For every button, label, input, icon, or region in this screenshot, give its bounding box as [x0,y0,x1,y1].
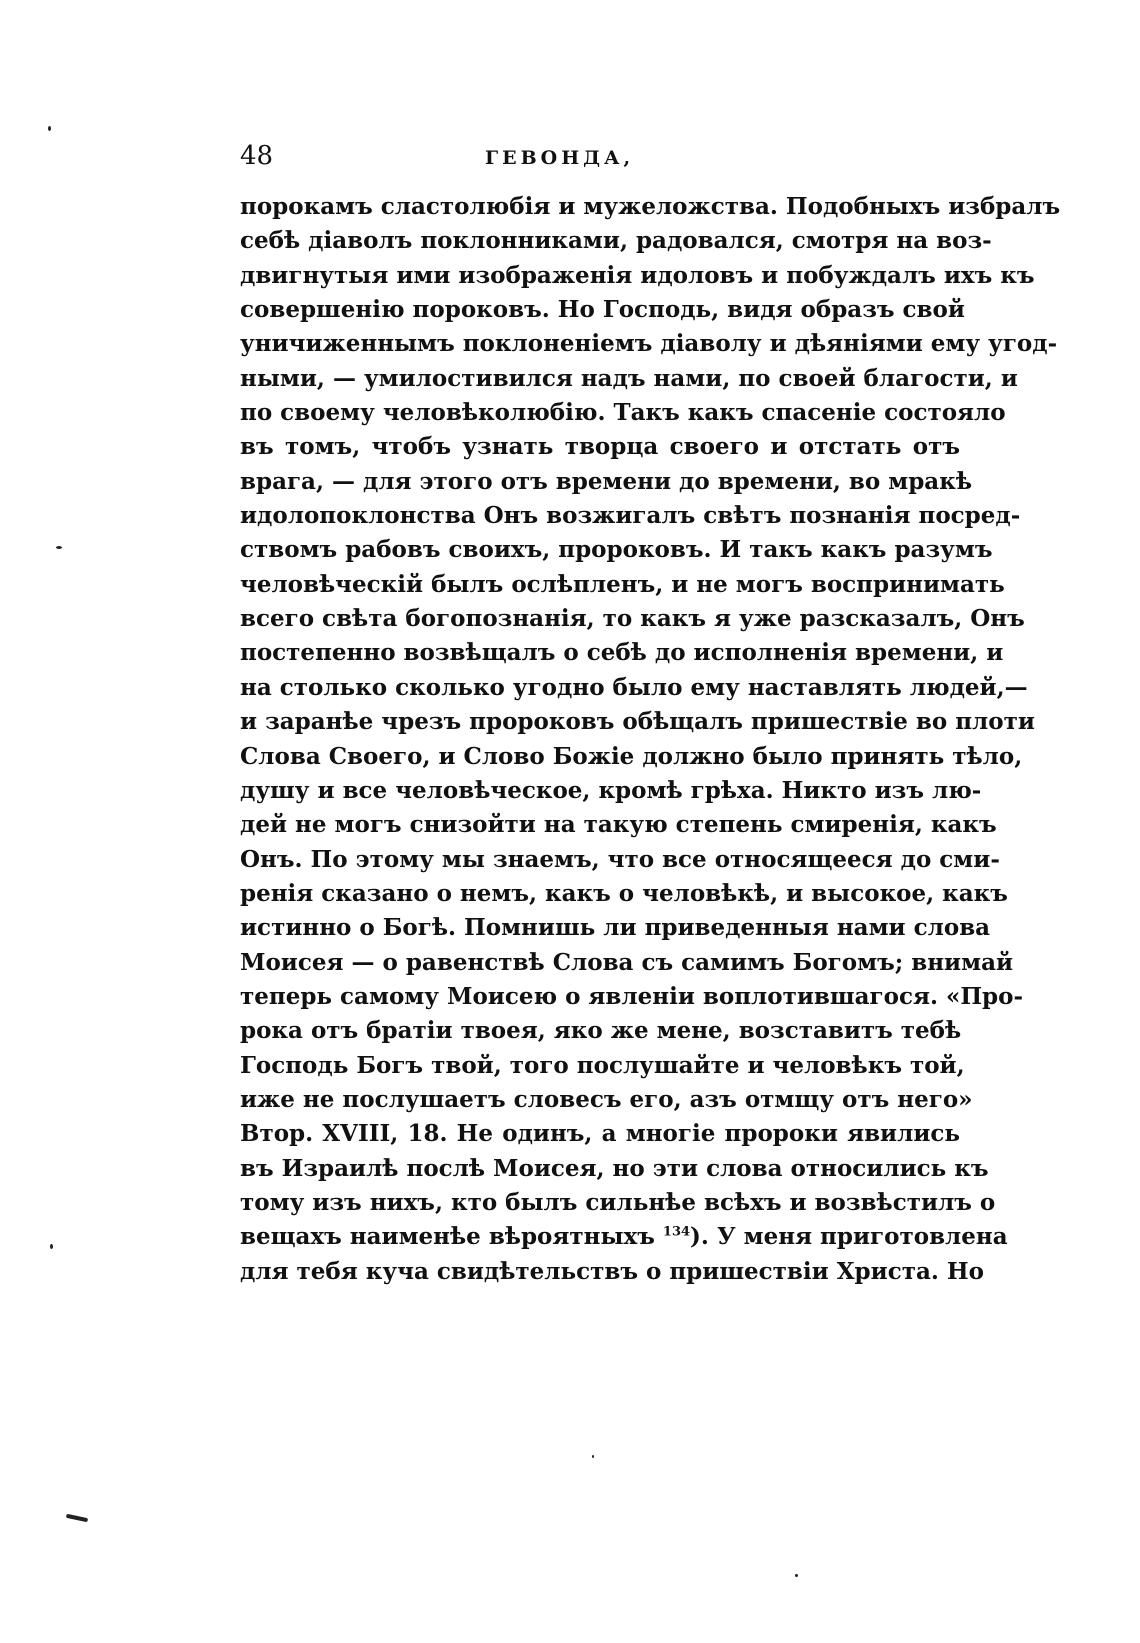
text-line: Втор. XVIII, 18. Не одинъ, а многіе пророки явились [240,1120,960,1148]
text-segment: ). У меня приготовлена [690,1223,1008,1251]
text-line: ренія сказано о немъ, какъ о человѣкѣ, и высокое, какъ [240,879,1008,907]
body-text [240,190,1061,1289]
text-line: двигнутыя ими изображенія идоловъ и побуждалъ ихъ къ [240,261,1035,289]
scan-speck [48,126,51,131]
text-line: ными, — умилостивился надъ нами, по своей благости, и [240,364,1018,392]
text-line: душу и все человѣческое, кромѣ грѣха. Никто изъ лю- [240,776,982,804]
text-line-with-footnote [240,1220,1008,1254]
text-line: врага, — для этого отъ времени до времени, во мракѣ [240,467,972,495]
text-line: порокамъ сластолюбія и мужеложства. Подобныхъ избралъ [240,193,1061,220]
text-line: постепенно возвѣщалъ о себѣ до исполненія времени, и [240,639,1004,667]
text-segment: вещахъ наименѣе вѣроятныхъ [240,1223,655,1251]
text-line: и заранѣе чрезъ пророковъ обѣщалъ пришествіе во плоти [240,708,1035,736]
scan-speck [56,546,62,549]
text-line: идолопоклонства Онъ возжигалъ свѣтъ познанія посред- [240,502,1021,530]
text-line: теперь самому Моисею о явленіи воплотившагося. «Про- [240,982,1024,1010]
text-line: въ Израилѣ послѣ Моисея, но эти слова относились къ [240,1154,989,1182]
text-line: дей не могъ снизойти на такую степень смиренія, какъ [240,811,997,839]
scan-speck [50,1244,53,1249]
scan-speck [66,1514,88,1522]
text-line: по своему человѣколюбію. Такъ какъ спасеніе состояло [240,399,1006,427]
page-header [240,136,960,176]
text-line: Онъ. По этому мы знаемъ, что все относящееся до сми- [240,845,1000,873]
text-line: Господь Богъ твой, того послушайте и человѣкъ той, [240,1051,965,1079]
text-line: рока отъ братіи твоея, яко же мене, возставитъ тебѣ [240,1017,962,1045]
text-line: истинно о Богѣ. Помнишь ли приведенныя нами слова [240,914,991,942]
text-line: тому изъ нихъ, кто былъ сильнѣе всѣхъ и возвѣстилъ о [240,1188,996,1216]
text-line: Слова Своего, и Слово Божіе должно было принять тѣло, [240,742,1023,770]
text-line: Моисея — о равенствѣ Слова съ самимъ Богомъ; внимай [240,948,1014,976]
scan-speck [592,1455,594,1458]
page-number: 48 [240,141,274,171]
text-line: человѣческій былъ ослѣпленъ, и не могъ воспринимать [240,570,1005,598]
footnote-reference[interactable]: 134 [662,1224,691,1240]
text-line: уничиженнымъ поклоненіемъ діаволу и дѣяніями ему угод- [240,330,1058,358]
text-line: въ томъ, чтобъ узнать творца своего и отстать отъ [240,433,960,461]
text-line: всего свѣта богопознанія, то какъ я уже разсказалъ, Онъ [240,605,1025,633]
running-head: ГЕВОНДА, [485,147,635,169]
text-line: для тебя куча свидѣтельствъ о пришествіи Христа. Но [240,1257,984,1285]
text-line: на столько сколько угодно было ему наставлять людей,— [240,673,1028,701]
text-line: иже не послушаетъ словесъ его, азъ отмщу отъ него» [240,1085,973,1113]
text-line: себѣ діаволъ поклонниками, радовался, смотря на воз- [240,227,992,255]
text-line: совершенію пороковъ. Но Господь, видя образъ свой [240,296,965,324]
text-line: ствомъ рабовъ своихъ, пророковъ. И такъ какъ разумъ [240,536,993,564]
scan-speck [795,1574,798,1577]
